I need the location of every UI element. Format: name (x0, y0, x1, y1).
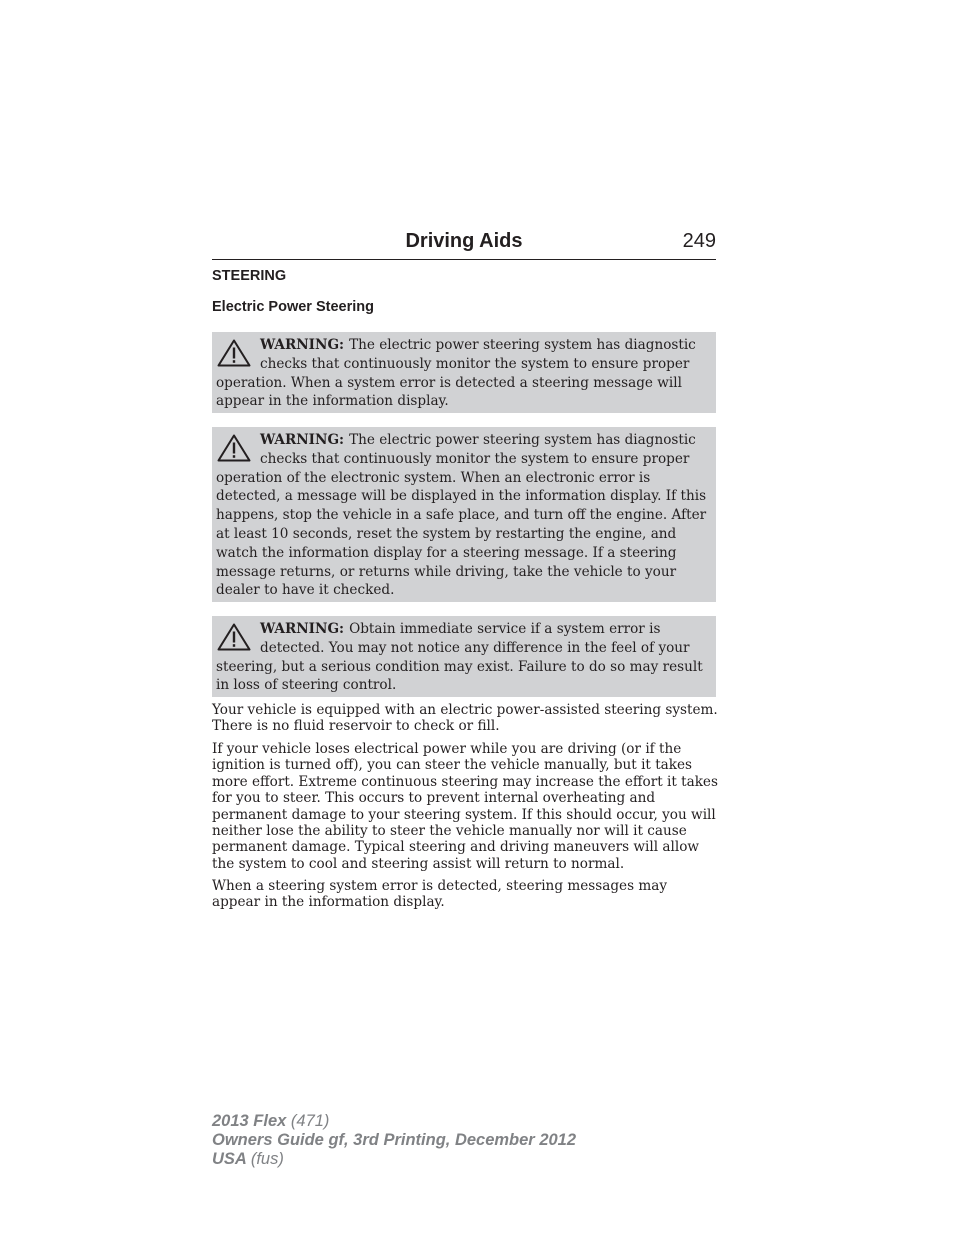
footer-line-2: Owners Guide gf, 3rd Printing, December 2012 (212, 1131, 577, 1149)
warning-triangle-icon (217, 339, 251, 367)
warning-text: Obtain immediate service if a system error is detected. You may not notice any difference in the feel of your steering, but a serious condition may exist. Failure to do so may result in loss of steering control. (216, 621, 703, 694)
warning-box-3 (212, 616, 716, 697)
warning-label: WARNING: (260, 337, 345, 353)
warning-triangle-icon (217, 434, 251, 462)
sub-heading: Electric Power Steering (212, 299, 374, 315)
chapter-title: Driving Aids (405, 230, 523, 252)
footer-line-1 (212, 1112, 576, 1131)
body-paragraph-2: If your vehicle loses electrical power while you are driving (or if the ignition is turned off), you can steer the vehicle manually, but it takes more effort. Extreme continuous steering may increase the effort it takes for you to steer. This occurs to prevent internal overheating and permanent damage to your steering system. If this should occur, you will neither lose the ability to steer the vehicle manually nor will it cause permanent damage. Typical steering and driving maneuvers will allow the system to cool and steering assist will return to normal. (212, 741, 718, 872)
warning-box-1 (212, 332, 716, 413)
page-number: 249 (682, 230, 716, 252)
warning-triangle-icon (217, 623, 251, 651)
footer-model-code: (471) (290, 1112, 330, 1130)
section-heading: STEERING (212, 268, 287, 284)
page-header (212, 229, 716, 260)
footer-line-3 (212, 1150, 576, 1169)
warning-box-2 (212, 427, 716, 602)
footer-market-code: (fus) (250, 1150, 284, 1168)
footer-model: 2013 Flex (212, 1112, 287, 1130)
warning-label: WARNING: (260, 432, 345, 448)
body-paragraph-1: Your vehicle is equipped with an electric power-assisted steering system. There is no fluid reservoir to check or fill. (212, 702, 718, 735)
warning-text: The electric power steering system has diagnostic checks that continuously monitor the system to ensure proper operation. When a system error is detected a steering message will appear in the information display. (216, 337, 696, 410)
footer-market: USA (212, 1150, 247, 1168)
footer (212, 1112, 576, 1169)
body-paragraph-3: When a steering system error is detected, steering messages may appear in the information display. (212, 878, 668, 911)
warning-label: WARNING: (260, 621, 345, 637)
warning-text: The electric power steering system has diagnostic checks that continuously monitor the system to ensure proper operation of the electronic system. When an electronic error is detected, a message will be displayed in the information display. If this happens, stop the vehicle in a safe place, and turn off the engine. After at least 10 seconds, reset the system by restarting the engine, and watch the information display for a steering message. If a steering message returns, or returns while driving, take the vehicle to your dealer to have it checked. (216, 432, 707, 599)
